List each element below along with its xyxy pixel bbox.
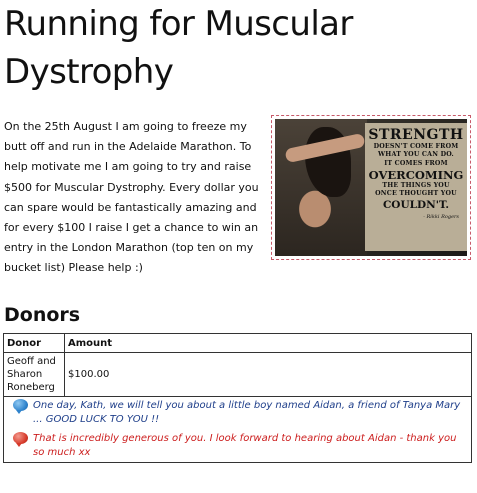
poster-line: DOESN'T COME FROM	[373, 143, 459, 150]
poster-line: THE THINGS YOU	[382, 181, 450, 189]
motivation-image	[271, 115, 471, 260]
poster-line: STRENGTH	[368, 127, 464, 143]
donors-table	[3, 333, 472, 463]
donors-heading: Donors	[4, 304, 81, 326]
column-header-amount: Amount	[65, 334, 472, 353]
table-row	[4, 353, 472, 397]
poster-line: IT COMES FROM	[384, 159, 448, 167]
red-speech-bubble-icon	[13, 432, 28, 444]
owner-reply	[7, 432, 468, 460]
page-title: Running for Muscular Dystrophy	[4, 4, 353, 92]
reply-text: That is incredibly generous of you. I look forward to hearing about Aidan - thank you so much xx	[33, 433, 457, 458]
poster-line: COULDN'T.	[382, 199, 450, 212]
poster-line: OVERCOMING	[368, 167, 464, 182]
gym-photo	[275, 119, 467, 256]
poster-line: ONCE THOUGHT YOU	[375, 190, 457, 198]
intro-text: On the 25th August I am going to freeze my butt off and run in the Adelaide Marathon. To help motivate me I am going to try and raise $500 for Muscular Dystrophy. Every dollar you can spare would be fantastically amazing and for every $100 I raise I get a chance to win an entry in the London Marathon (top ten on my bucket list) Please help :)	[4, 120, 259, 275]
amount-cell: $100.00	[65, 353, 472, 397]
comments-cell	[4, 397, 472, 463]
comment-text: One day, Kath, we will tell you about a little boy named Aidan, a friend of Tanya Mary ... GOOD LUCK TO YOU !!	[33, 400, 461, 425]
donor-comment	[7, 399, 468, 427]
column-header-donor: Donor	[4, 334, 65, 353]
blue-speech-bubble-icon	[13, 399, 28, 411]
donor-name-cell: Geoff and Sharon Roneberg	[4, 353, 65, 397]
table-header-row	[4, 334, 472, 353]
poster-author: - Rikki Rogers	[423, 214, 459, 221]
strength-quote-poster	[365, 123, 467, 251]
poster-line: WHAT YOU CAN DO.	[378, 151, 454, 159]
comments-row	[4, 397, 472, 463]
